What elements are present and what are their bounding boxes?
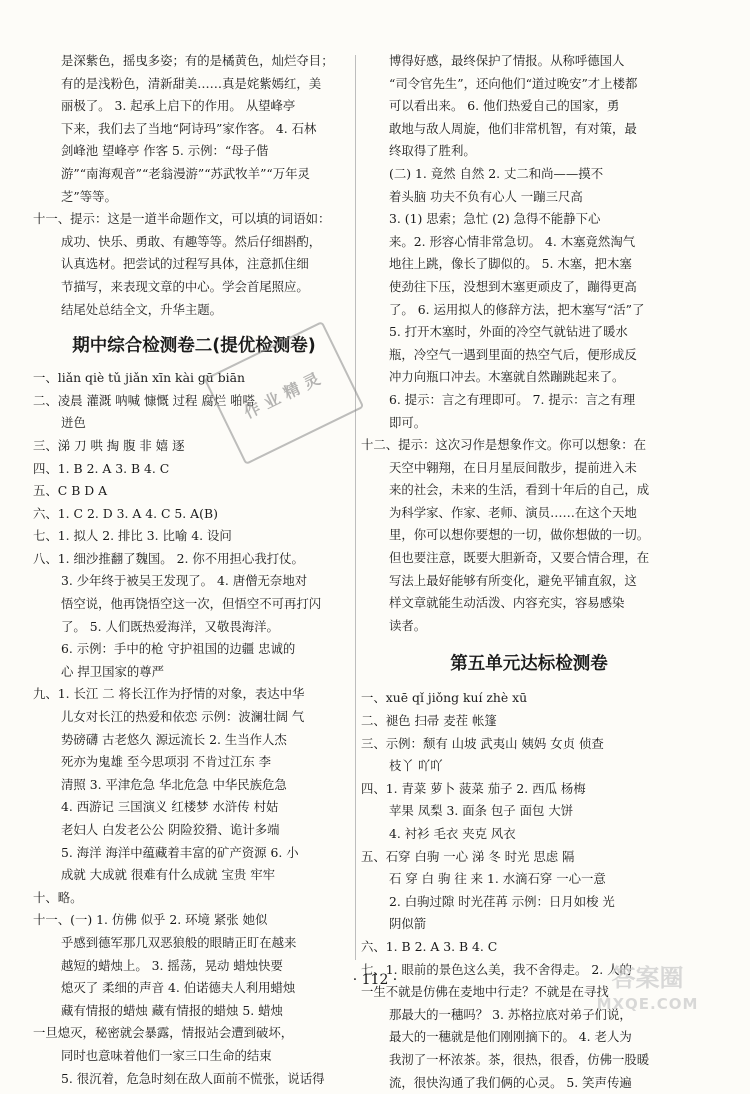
- answer-line: 地往上跳，像长了脚似的。 5. 木塞，把木塞: [389, 256, 632, 272]
- answer-line: 是深紫色，摇曳多姿；有的是橘黄色，灿烂夺目；: [61, 53, 334, 68]
- column-divider: [355, 55, 356, 960]
- answer-line: 读者。: [389, 617, 427, 633]
- answer-line: 里，你可以想你要想的一切，做你想做的一切。: [389, 527, 650, 543]
- answer-line: 心 捍卫国家的尊严: [61, 663, 165, 679]
- answer-line: 终取得了胜利。: [389, 143, 476, 159]
- answer-line: 二、凌晨 灌溉 呐喊 慷慨 过程 腐烂 啪嗒: [33, 392, 255, 408]
- answer-line: (二) 1. 竟然 自然 2. 丈二和尚——摸不: [389, 165, 604, 181]
- answer-line: 四、1. 青菜 萝卜 菠菜 茄子 2. 西瓜 杨梅: [361, 780, 586, 796]
- answer-line: 清照 3. 平津危急 华北危急 中华民族危急: [61, 776, 287, 792]
- answer-line: 儿女对长江的热爱和依恋 示例：波澜壮阔 气: [61, 709, 305, 725]
- answer-line: 游”“南海观音”“老翁漫游”“苏武牧羊”“万年灵: [61, 165, 310, 181]
- site-watermark-logo: 答案圈 MXQE.COM: [596, 964, 699, 1013]
- answer-line: 冲力向瓶口冲去。木塞就自然蹦跳起来了。: [389, 369, 625, 385]
- right-column: [361, 50, 697, 1094]
- answer-line: 4. 西游记 三国演义 红楼梦 水浒传 村姑: [61, 799, 279, 815]
- answer-line: 敢地与敌人周旋，他们非常机智，有对策，最: [389, 120, 637, 136]
- left-column: [33, 50, 355, 1090]
- answer-line: 乎感到德军那几双恶狼般的眼睛正盯在越来: [61, 934, 297, 950]
- answer-line: 丽极了。 3. 起承上启下的作用。 从望峰亭: [61, 98, 296, 114]
- unit5-answer-lines: [361, 687, 697, 1094]
- answer-line: 石 穿 白 驹 往 来 1. 水滴石穿 一心一意: [389, 871, 606, 887]
- answer-line: 熄灭了 柔细的声音 4. 伯诺德夫人利用蜡烛: [61, 980, 296, 996]
- answer-line: 了。 6. 运用拟人的修辞方法，把木塞写“活”了: [389, 301, 645, 317]
- answer-line: 流，很快沟通了我们俩的心灵。 5. 笑声传遍: [389, 1074, 632, 1090]
- answer-line: 着头脑 功夫不负有心人 一蹦三尺高: [389, 188, 583, 204]
- answer-line: 6. 示例：手中的枪 守护祖国的边疆 忠诚的: [61, 641, 296, 657]
- answer-line: 死亦为鬼雄 至今思项羽 不肯过江东 李: [61, 754, 272, 770]
- answer-line: 来的社会，未来的生活，看到十年后的自己，成: [389, 482, 650, 498]
- answer-line: 为科学家、作家、老师、演员……在这个天地: [389, 504, 637, 520]
- answer-line: 势磅礴 古老悠久 源远流长 2. 生当作人杰: [61, 731, 287, 747]
- answer-line: 迸色: [61, 415, 86, 431]
- answer-line: 十一、提示：这是一道半命题作文，可以填的词语如：: [33, 211, 331, 227]
- answer-line: 天空中翱翔，在日月星辰间散步，提前进入未: [389, 459, 637, 475]
- answer-line: 可以看出来。 6. 他们热爱自己的国家，勇: [389, 98, 620, 114]
- answer-line: 有的是浅粉色，清新甜美……真是姹紫嫣红，美: [61, 75, 322, 91]
- answer-line: 5. 打开木塞时，外面的冷空气就钻进了暖水: [389, 324, 628, 340]
- answer-line: 剑峰池 望峰亭 作客 5. 示例：“母子偕: [61, 143, 269, 159]
- answer-line: 5. 海洋 海洋中蕴藏着丰富的矿产资源 6. 小: [61, 844, 299, 860]
- answer-line: 最大的一穗就是他们刚刚摘下的。 4. 老人为: [389, 1029, 632, 1045]
- answer-line: 我沏了一杯浓茶。茶，很热，很香，仿佛一股暖: [389, 1051, 650, 1067]
- answer-line: 写法上最好能够有所变化，避免平铺直叙，这: [389, 572, 637, 588]
- answer-line: 3. (1) 思索；急忙 (2) 急得不能静下心: [389, 211, 601, 227]
- answer-line: 七、1. 眼前的景色这么美，我不舍得走。 2. 人的: [361, 961, 632, 977]
- answer-line: 九、1. 长江 二 将长江作为抒情的对象，表达中华: [33, 686, 305, 702]
- answer-line: 一生不就是仿佛在麦地中行走？不就是在寻找: [361, 984, 609, 1000]
- answer-line: 一、xuē qǐ jiǒng kuí zhè xū: [361, 690, 528, 706]
- page-number: · 112 ·: [352, 972, 398, 988]
- answer-line: 3. 少年终于被吴王发现了。 4. 唐僧无奈地对: [61, 573, 308, 589]
- answer-line: 使劲往下压，没想到木塞更顽皮了，蹦得更高: [389, 278, 637, 294]
- answer-line: 六、1. C 2. D 3. A 4. C 5. A(B): [33, 505, 218, 521]
- answer-line: 三、涕 刀 哄 掏 腹 非 嬉 逐: [33, 437, 185, 453]
- answer-line: 那最大的一穗吗？ 3. 苏格拉底对弟子们说，: [389, 1006, 632, 1022]
- answer-line: 成功、快乐、勇敢、有趣等等。然后仔细斟酌，: [61, 233, 322, 249]
- answer-line: 下来，我们去了当地“阿诗玛”家作客。 4. 石林: [61, 120, 317, 136]
- answer-line: 但也要注意，既要大胆新奇，又要合情合理，在: [389, 550, 650, 566]
- answer-line: 五、石穿 白驹 一心 涕 冬 时光 思虑 隔: [361, 848, 575, 864]
- answer-line: 四、1. B 2. A 3. B 4. C: [33, 460, 170, 476]
- answer-line: 五、C B D A: [33, 483, 108, 499]
- answer-line: 枝丫 吖吖: [389, 758, 443, 774]
- answer-line: 悟空说，他再饶悟空这一次，但悟空不可再打闪: [61, 596, 322, 612]
- answer-line: 十、略。: [33, 889, 83, 905]
- answer-line: 芝”等等。: [61, 188, 117, 204]
- answer-line: 二、褪色 扫帚 麦茬 帐篷: [361, 713, 497, 729]
- left-answer-lines: [33, 50, 355, 321]
- answer-line: 瓶，冷空气一遇到里面的热空气后，便形成反: [389, 346, 637, 362]
- answer-line: 同时也意味着他们一家三口生命的结束: [61, 1047, 272, 1063]
- answer-line: 一、liǎn qiè tǔ jiǎn xīn kài gū biān: [33, 370, 245, 386]
- answer-line: “司令官先生”，还向他们“道过晚安”才上楼都: [389, 75, 638, 91]
- answer-line: 博得好感，最终保护了情报。从称呼德国人: [389, 53, 625, 68]
- answer-line: 苹果 凤梨 3. 面条 包子 面包 大饼: [389, 803, 574, 819]
- answer-line: 十二、提示：这次习作是想象作文。你可以想象：在: [361, 437, 646, 453]
- answer-line: 阴似箭: [389, 916, 427, 932]
- answer-line: 结尾处总结全文，升华主题。: [61, 301, 223, 317]
- answer-line: 一旦熄灭，秘密就会暴露，情报站会遭到破坏，: [33, 1025, 294, 1041]
- answer-line: 老妇人 白发老公公 阴险狡猾、诡计多端: [61, 822, 280, 837]
- answer-line: 即可。: [389, 414, 427, 430]
- answer-line: 了。 5. 人们既热爱海洋，又敬畏海洋。: [61, 618, 279, 634]
- answer-line: 成就 大成就 很难有什么成就 宝贵 牢牢: [61, 867, 276, 883]
- answer-line: 认真选材。把尝试的过程写具体，注意抓住细: [61, 256, 309, 272]
- answer-line: 三、示例：颓有 山坡 武夷山 姨妈 女贞 侦查: [361, 735, 604, 751]
- answer-line: 2. 白驹过隙 时光荏苒 示例：日月如梭 光: [389, 893, 615, 909]
- answer-line: 八、1. 细沙推翻了魏国。 2. 你不用担心我打仗。: [33, 550, 304, 566]
- section-title-unit5: 第五单元达标检测卷: [450, 654, 608, 675]
- answer-line: 六、1. B 2. A 3. B 4. C: [361, 938, 498, 954]
- answer-line: 藏有情报的蜡烛 藏有情报的蜡烛 5. 蜡烛: [61, 1002, 283, 1018]
- section-title-midterm: 期中综合检测卷二(提优检测卷): [72, 336, 316, 357]
- answer-line: 越短的蜡烛上。 3. 摇荡，晃动 蜡烛快要: [61, 957, 283, 973]
- answer-line: 4. 衬衫 毛衣 夹克 风衣: [389, 826, 516, 841]
- answer-line: 十一、(一) 1. 仿佛 似乎 2. 环境 紧张 她似: [33, 912, 268, 928]
- answer-line: 七、1. 拟人 2. 排比 3. 比喻 4. 设问: [33, 528, 232, 544]
- answer-line: 样文章就能生动活泼、内容充实，容易感染: [389, 595, 625, 611]
- stamp-watermark: 作业精灵: [204, 321, 365, 465]
- answer-line: 6. 提示：言之有理即可。 7. 提示：言之有理: [389, 391, 636, 407]
- answer-line: 5. 很沉着，危急时刻在敌人面前不慌张，说话得: [61, 1070, 325, 1086]
- answer-line: 来。2. 形容心情非常急切。 4. 木塞竟然淘气: [389, 233, 636, 249]
- answer-line: 节描写，来表现文章的中心。学会首尾照应。: [61, 278, 309, 294]
- right-answer-lines: [361, 50, 697, 637]
